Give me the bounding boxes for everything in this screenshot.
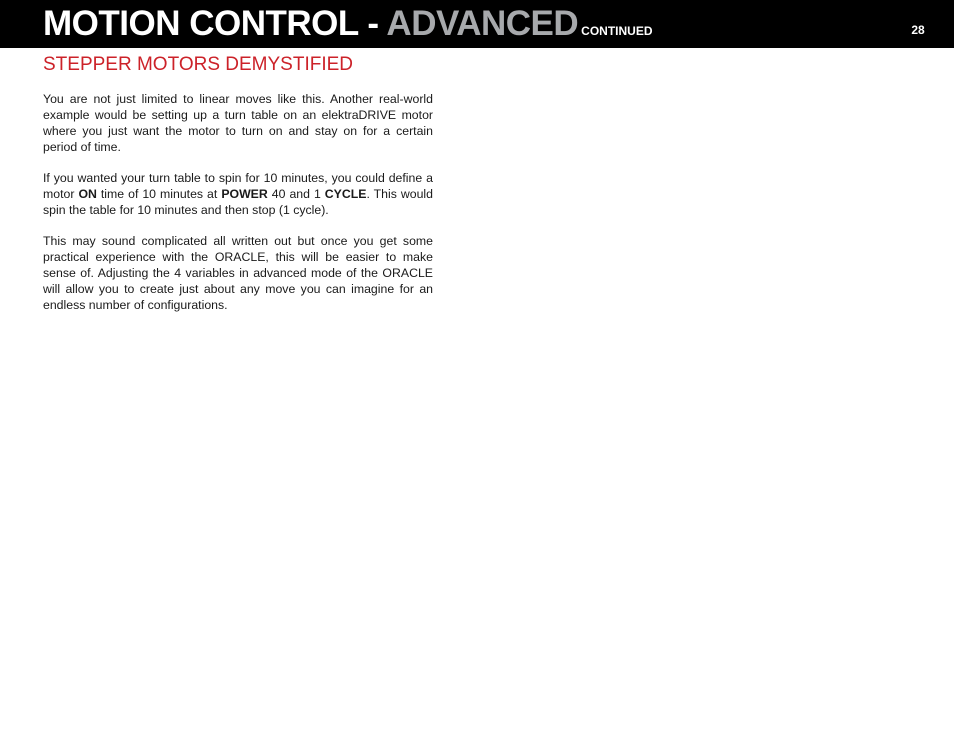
- paragraph-1: You are not just limited to linear moves like this. Another real-world example would be setting up a turn table on an elektraDRIVE motor where you just want the motor to turn on and stay on for a certain period of time.: [43, 92, 433, 154]
- keyword-cycle: CYCLE: [324, 187, 367, 201]
- paragraph-2-text: If you wanted your turn table to spin for 10 minutes, you could define a motor: [43, 171, 433, 201]
- title-accent: ADVANCED: [386, 4, 579, 43]
- page-number: 28: [911, 23, 925, 37]
- body-column: [43, 91, 433, 328]
- paragraph-2-text: time of 10 minutes at: [96, 187, 222, 201]
- paragraph-2: [43, 170, 433, 218]
- paragraph-2-text: . This would spin the table for 10 minutes and then stop (1 cycle).: [43, 187, 434, 217]
- title-main: MOTION CONTROL -: [43, 4, 387, 43]
- paragraph-3: This may sound complicated all written out but once you get some practical experience with the ORACLE, this will be easier to make sense of. Adjusting the 4 variables in advanced mode of the ORACLE will allow you to create just about any move you can imagine for an endless number of configurations.: [43, 234, 433, 312]
- title-continued: CONTINUED: [581, 24, 653, 38]
- paragraph-2-text: 40 and 1: [267, 187, 325, 201]
- page-title: [43, 2, 653, 53]
- header-bar: [0, 0, 954, 48]
- section-heading: STEPPER MOTORS DEMYSTIFIED: [43, 54, 354, 75]
- keyword-power: POWER: [221, 187, 268, 201]
- keyword-on: ON: [78, 187, 97, 201]
